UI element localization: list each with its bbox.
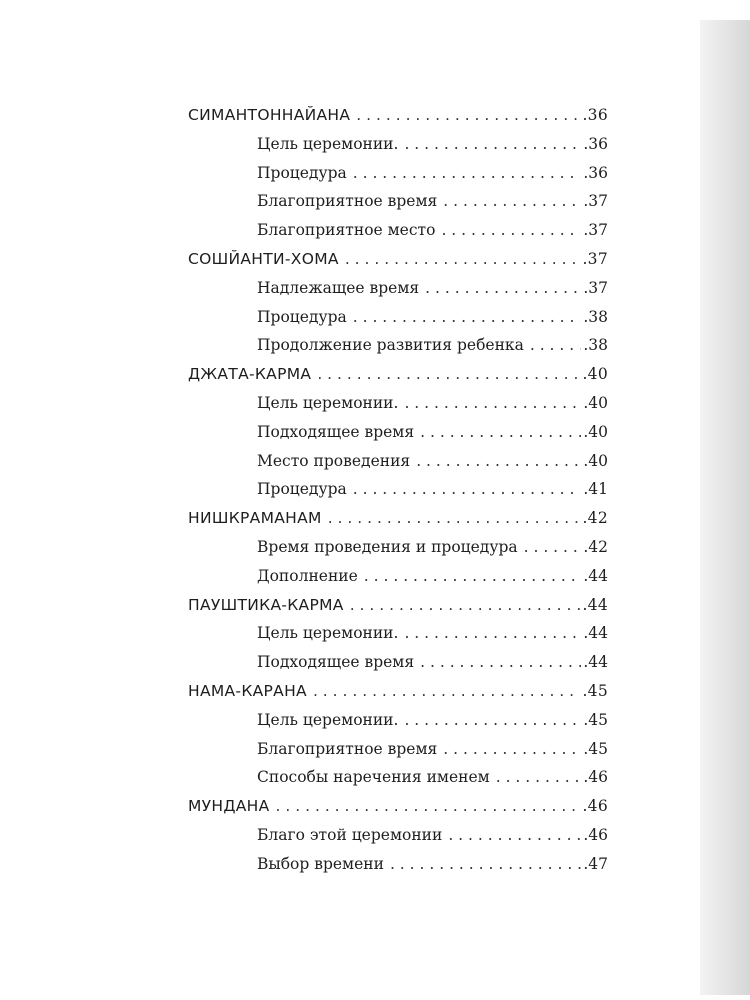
toc-section-entry — [188, 244, 608, 274]
toc-subsection-entry — [257, 762, 608, 792]
toc-subsection-entry — [257, 618, 608, 648]
toc-entry-title: СОШЙАНТИ-ХОМА — [188, 250, 339, 268]
toc-subsection-entry — [257, 849, 608, 879]
toc-dot-leader — [425, 279, 581, 297]
toc-page-number: .47 — [583, 854, 608, 873]
toc-entry-title: Время проведения и процедура — [257, 538, 518, 556]
toc-dot-leader — [317, 365, 580, 383]
toc-page-number: .42 — [582, 509, 608, 528]
toc-section-entry — [188, 100, 608, 130]
toc-entry-title: Цель церемонии. — [257, 134, 399, 153]
toc-page-number: .40 — [583, 422, 608, 441]
toc-entry-title: ПАУШТИКА-КАРМА — [188, 595, 344, 614]
toc-dot-leader — [350, 596, 581, 614]
toc-page-number: .40 — [582, 365, 608, 384]
toc-page-number: .45 — [583, 739, 608, 758]
toc-page-number: .41 — [583, 480, 608, 499]
toc-entry-title: Надлежащее время — [257, 278, 420, 297]
toc-page-number: .44 — [582, 595, 608, 614]
toc-entry-title: Благоприятное время — [257, 739, 438, 758]
toc-entry-title: Подходящее время — [257, 422, 415, 441]
toc-dot-leader — [353, 308, 582, 326]
toc-subsection-entry — [257, 561, 608, 591]
toc-entry-title: Процедура — [257, 163, 347, 182]
toc-page-number: .37 — [582, 250, 608, 268]
toc-entry-title: ДЖАТА-КАРМА — [188, 365, 312, 384]
toc-entry-title: НИШКРАМАНАМ — [188, 509, 322, 528]
toc-dot-leader — [353, 164, 582, 182]
toc-page-number: .38 — [583, 307, 608, 326]
toc-dot-leader — [364, 567, 582, 585]
toc-subsection-entry — [257, 388, 608, 418]
toc-subsection-entry — [257, 705, 608, 735]
toc-subsection-entry — [257, 647, 608, 677]
toc-subsection-entry — [257, 302, 608, 332]
toc-subsection-entry — [257, 129, 608, 159]
toc-subsection-entry — [257, 215, 608, 245]
toc-dot-leader — [356, 106, 580, 124]
toc-entry-title: Процедура — [257, 307, 347, 326]
toc-section-entry — [188, 590, 608, 620]
toc-subsection-entry — [257, 273, 608, 303]
toc-dot-leader — [404, 135, 581, 153]
toc-entry-title: Цель церемонии. — [257, 394, 399, 412]
toc-subsection-entry — [257, 186, 608, 216]
toc-page-number: .36 — [583, 163, 608, 182]
toc-entry-title: Цель церемонии. — [257, 710, 399, 729]
toc-page-number: .40 — [583, 394, 608, 412]
toc-page-number: .44 — [583, 653, 608, 672]
toc-entry-title: Процедура — [257, 480, 347, 499]
toc-page-number: .37 — [583, 278, 608, 297]
toc-entry-title: Благоприятное время — [257, 192, 438, 211]
toc-page-number: .42 — [583, 538, 608, 556]
toc-page-number: .44 — [583, 566, 608, 585]
toc-dot-leader — [416, 452, 581, 470]
toc-dot-leader — [443, 740, 581, 758]
toc-dot-leader — [530, 336, 582, 354]
toc-dot-leader — [390, 855, 581, 873]
toc-dot-leader — [404, 711, 581, 729]
toc-dot-leader — [524, 538, 582, 556]
toc-subsection-entry — [257, 820, 608, 850]
toc-page-number: .44 — [583, 624, 608, 643]
toc-subsection-entry — [257, 158, 608, 188]
toc-page-number: .46 — [582, 797, 608, 816]
toc-entry-title: Место проведения — [257, 451, 411, 470]
toc-dot-leader — [404, 624, 581, 642]
toc-dot-leader — [404, 394, 581, 412]
toc-subsection-entry — [257, 474, 608, 504]
toc-entry-title: Подходящее время — [257, 653, 415, 672]
toc-page-number: .46 — [583, 768, 608, 787]
toc-subsection-entry — [257, 330, 608, 360]
toc-dot-leader — [420, 423, 581, 441]
toc-dot-leader — [313, 682, 580, 700]
toc-section-entry — [188, 791, 608, 821]
toc-page-number: .45 — [582, 682, 608, 700]
toc-section-entry — [188, 503, 608, 533]
toc-entry-title: МУНДАНА — [188, 797, 270, 816]
toc-subsection-entry — [257, 734, 608, 764]
toc-subsection-entry — [257, 417, 608, 447]
toc-dot-leader — [441, 221, 581, 239]
toc-entry-title: Выбор времени — [257, 854, 384, 873]
toc-entry-title: Дополнение — [257, 566, 358, 585]
toc-section-entry — [188, 676, 608, 706]
toc-entry-title: СИМАНТОННАЙАНА — [188, 106, 351, 124]
toc-entry-title: Способы наречения именем — [257, 768, 490, 787]
toc-section-entry — [188, 359, 608, 389]
toc-dot-leader — [345, 250, 581, 268]
toc-entry-title: Продолжение развития ребенка — [257, 336, 524, 355]
toc-dot-leader — [496, 768, 582, 786]
toc-page-number: .36 — [583, 134, 608, 153]
toc-page-number: .38 — [583, 336, 608, 355]
toc-entry-title: НАМА-КАРАНА — [188, 682, 307, 700]
toc-dot-leader — [443, 192, 581, 210]
toc-entry-title: Цель церемонии. — [257, 624, 399, 643]
toc-entry-title: Благоприятное место — [257, 221, 436, 240]
toc-page-number: .45 — [583, 710, 608, 729]
toc-subsection-entry — [257, 532, 608, 562]
toc-dot-leader — [276, 797, 581, 815]
toc-page-number: .37 — [583, 221, 608, 240]
toc-subsection-entry — [257, 446, 608, 476]
page-edge-shadow — [700, 20, 750, 995]
toc-page-number: .36 — [582, 106, 608, 124]
toc-dot-leader — [420, 653, 581, 671]
page-edge-top — [700, 0, 750, 20]
toc-page-number: .40 — [583, 451, 608, 470]
toc-page-number: .46 — [583, 826, 608, 844]
toc-entry-title: Благо этой церемонии — [257, 826, 443, 844]
toc-dot-leader — [353, 480, 582, 498]
toc-dot-leader — [328, 509, 581, 527]
toc-page-number: .37 — [583, 192, 608, 211]
toc-dot-leader — [448, 826, 581, 844]
